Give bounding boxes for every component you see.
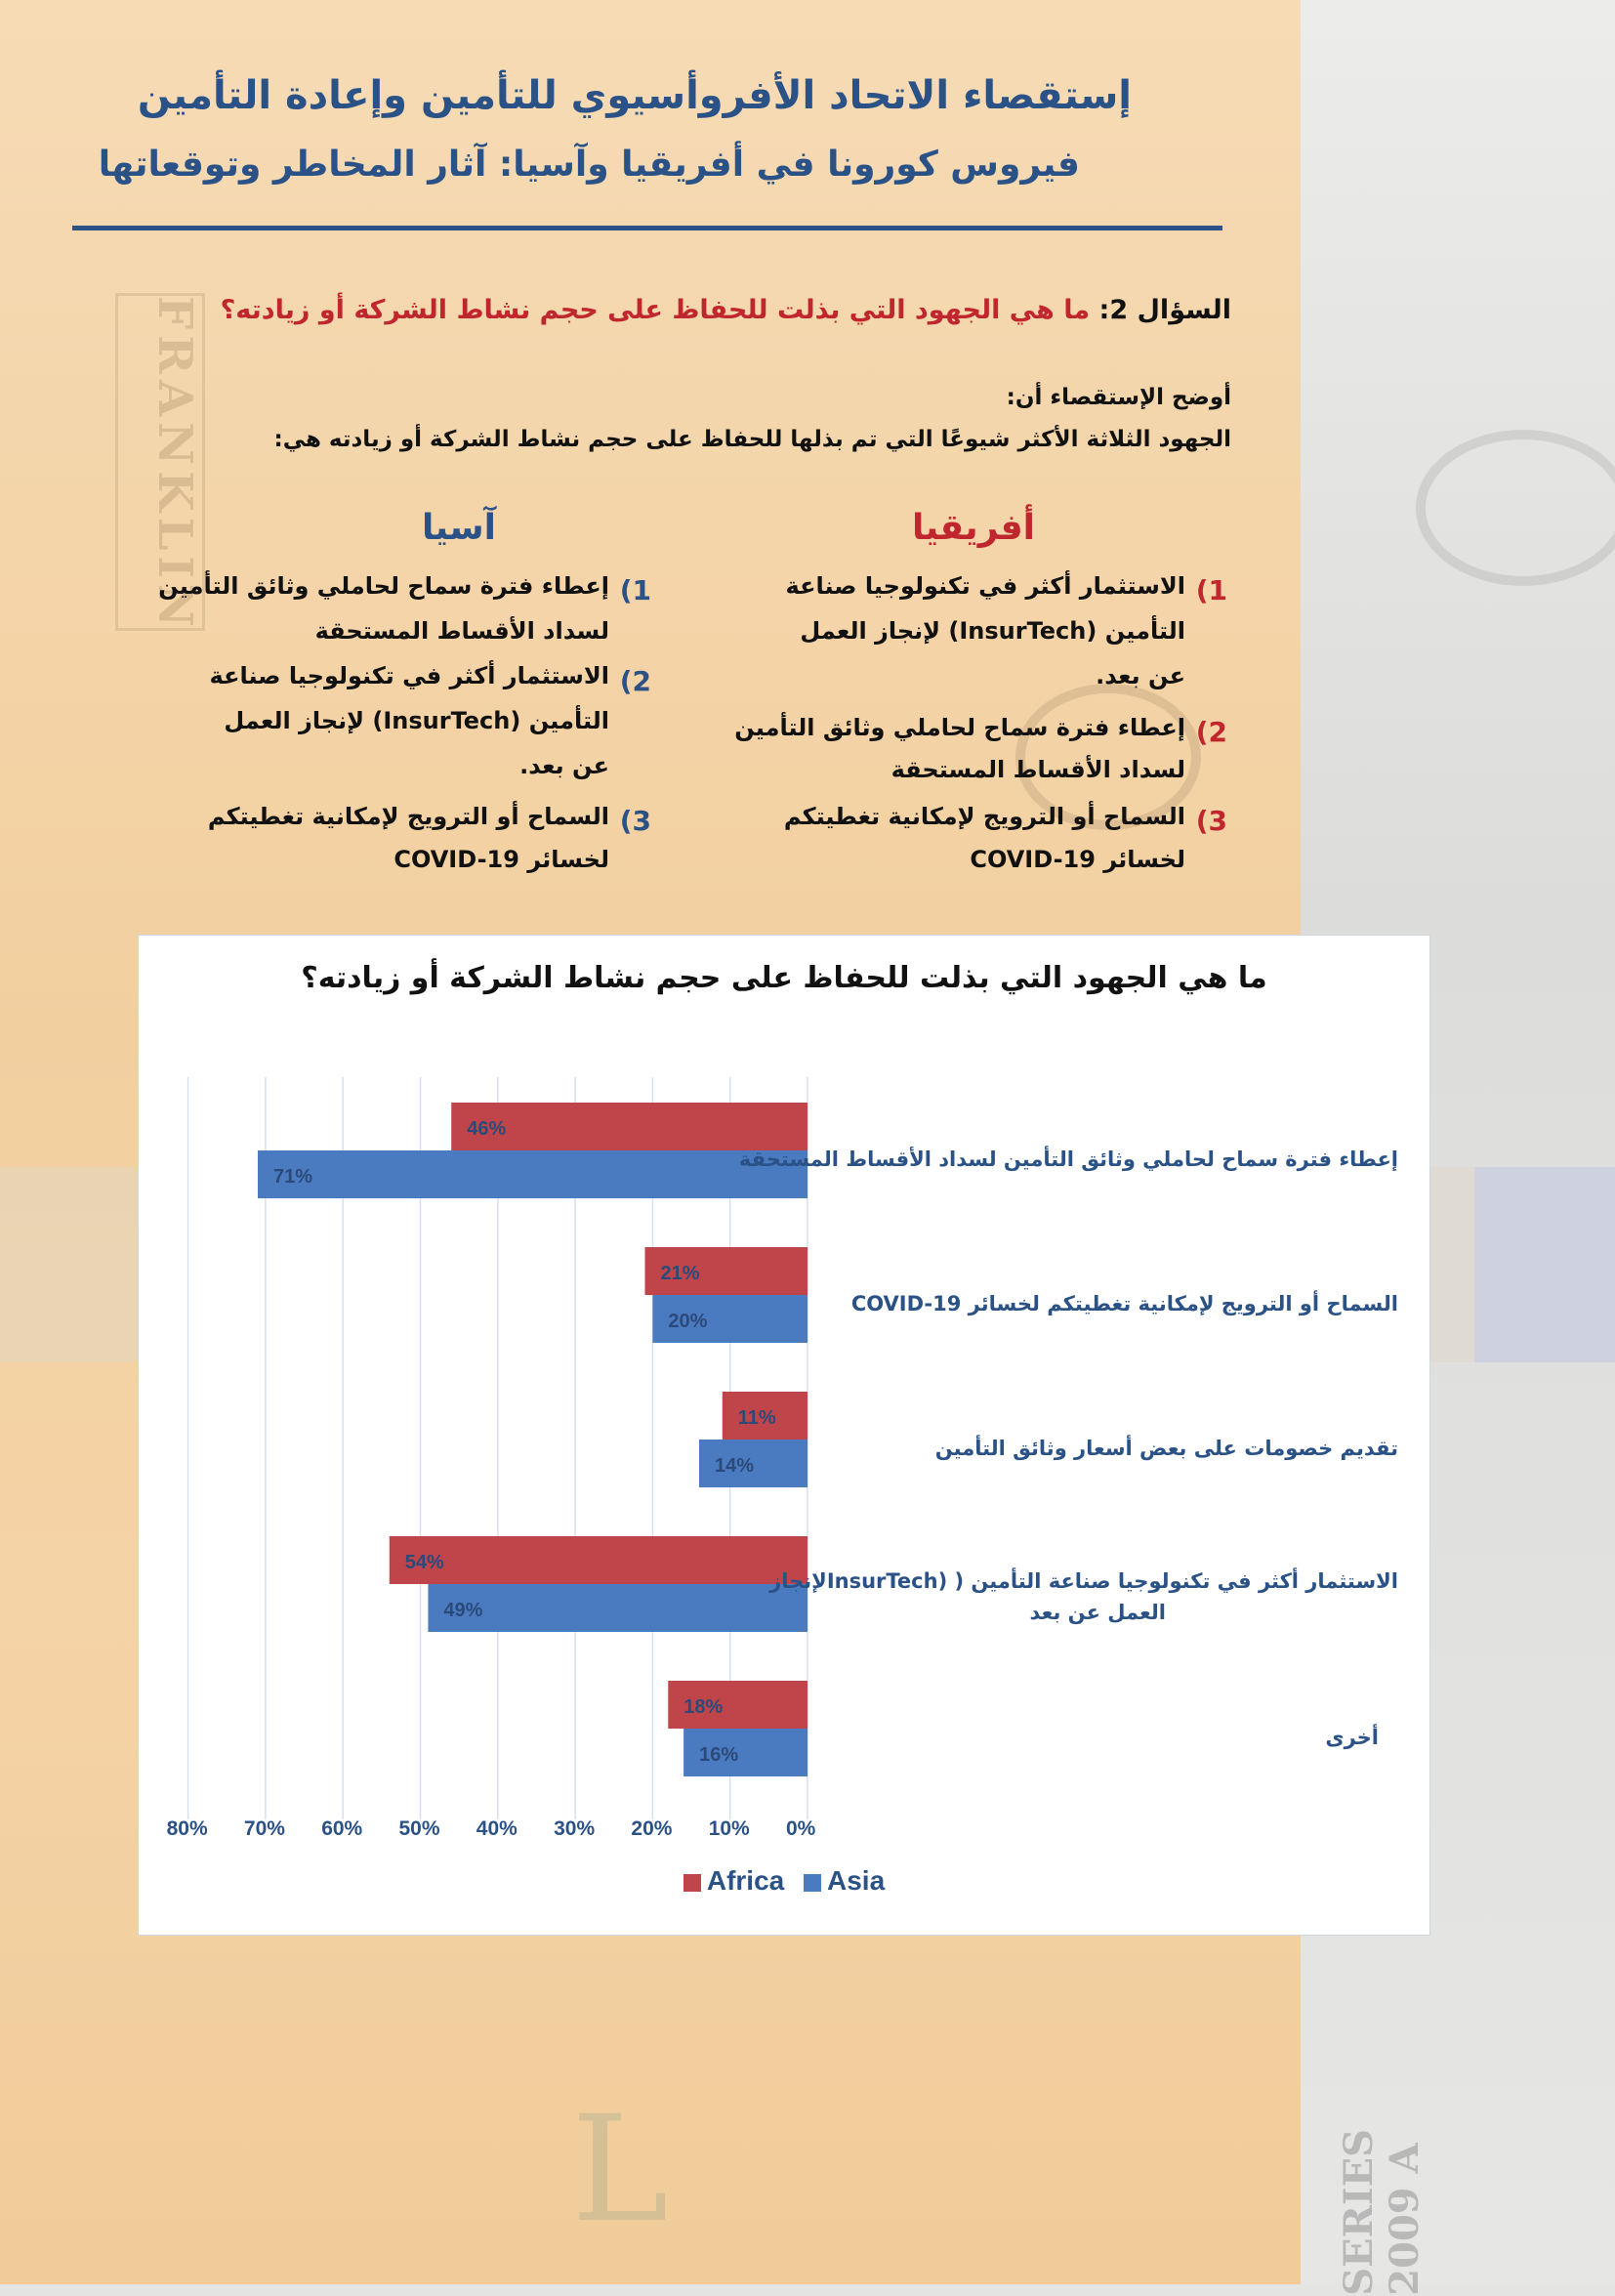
category-label xyxy=(769,1565,1398,1628)
category-label xyxy=(832,1722,1379,1753)
list-number: 1) xyxy=(1195,574,1227,606)
background-watermark-text: FRANKLIN xyxy=(115,293,205,631)
list-line: السماح أو الترويج لإمكانية تغطيتكم xyxy=(783,803,1185,830)
list-number: 2) xyxy=(619,665,651,697)
background-serial-text: SERIES 2009 A xyxy=(1336,2129,1428,2296)
list-line: التأمين (InsurTech) لإنجاز العمل xyxy=(800,617,1185,645)
question-text: ما هي الجهود التي بذلت للحفاظ على حجم نشاط الشركة أو زيادته؟ xyxy=(220,295,1091,325)
legend-entry-africa xyxy=(683,1865,784,1897)
list-line: عن بعد. xyxy=(1096,662,1185,689)
list-line: لخسائر COVID-19 xyxy=(970,846,1185,873)
list-number: 1) xyxy=(619,574,651,606)
x-tick-label: 10% xyxy=(708,1817,750,1840)
page-title: إستقصاء الاتحاد الأفروأسيوي للتأمين وإعادة التأمين xyxy=(137,73,1132,118)
bar-value-label: 71% xyxy=(272,1166,313,1188)
bar-value-label: 16% xyxy=(699,1744,739,1766)
category-label xyxy=(738,1144,1398,1175)
list-line: لسداد الأقساط المستحقة xyxy=(890,756,1185,783)
list-line: الاستثمار أكثر في تكنولوجيا صناعة xyxy=(209,662,609,689)
intro-line: الجهود الثلاثة الأكثر شيوعًا التي تم بذلها للحفاظ على حجم نشاط الشركة أو زيادته هي: xyxy=(273,427,1231,452)
list-line: إعطاء فترة سماح لحاملي وثائق التأمين xyxy=(734,714,1185,741)
legend-label: Africa xyxy=(706,1865,785,1896)
bar-asia xyxy=(258,1150,808,1198)
legend-entry-asia xyxy=(804,1865,885,1897)
asia-heading: آسيا xyxy=(422,508,496,548)
category-label-line: إعطاء فترة سماح لحاملي وثائق التأمين لسداد الأقساط المستحقة xyxy=(738,1148,1398,1171)
list-line: عن بعد. xyxy=(519,752,609,779)
list-number: 3) xyxy=(619,805,651,837)
x-tick-label: 30% xyxy=(554,1817,596,1840)
category-label-line: السماح أو الترويج لإمكانية تغطيتكم لخسائر COVID-19 xyxy=(850,1292,1398,1315)
background-blue-band xyxy=(1474,1167,1615,1362)
chart-panel xyxy=(138,935,1430,1936)
background-eye-shape xyxy=(1416,430,1615,586)
chart-title: ما هي الجهود التي بذلت للحفاظ على حجم نشاط الشركة أو زيادته؟ xyxy=(301,961,1267,995)
bar-asia xyxy=(428,1584,808,1632)
category-label xyxy=(832,1433,1398,1464)
list-line: لخسائر COVID-19 xyxy=(393,846,609,873)
bar-value-label: 18% xyxy=(683,1696,724,1718)
bar-value-label: 49% xyxy=(443,1600,483,1621)
category-label-line: الاستثمار أكثر في تكنولوجيا صناعة التأمين ( (InsurTechلإنجاز xyxy=(769,1569,1398,1593)
background-letter: L xyxy=(571,2085,669,2255)
bar-value-label: 21% xyxy=(660,1263,700,1284)
legend-label: Asia xyxy=(827,1865,886,1896)
question-label: السؤال 2: xyxy=(1098,295,1231,325)
bar-value-label: 54% xyxy=(404,1552,444,1573)
category-label-line: العمل عن بعد xyxy=(1029,1601,1166,1624)
bar-value-label: 11% xyxy=(737,1407,776,1429)
list-number: 2) xyxy=(1195,716,1227,748)
x-tick-label: 20% xyxy=(631,1817,673,1840)
x-tick-label: 0% xyxy=(786,1817,816,1840)
africa-heading: أفريقيا xyxy=(912,508,1035,548)
page-subtitle: فيروس كورونا في أفريقيا وآسيا: آثار المخاطر وتوقعاتها xyxy=(98,145,1080,185)
x-tick-label: 60% xyxy=(321,1817,363,1840)
bar-value-label: 20% xyxy=(668,1311,708,1332)
bar-value-label: 14% xyxy=(714,1455,755,1477)
list-line: السماح أو الترويج لإمكانية تغطيتكم xyxy=(207,803,609,830)
category-label-line: تقديم خصومات على بعض أسعار وثائق التأمين xyxy=(934,1437,1398,1460)
asia-list xyxy=(158,572,651,885)
x-tick-label: 80% xyxy=(166,1817,208,1840)
legend-swatch xyxy=(804,1874,821,1892)
legend-swatch xyxy=(683,1874,701,1892)
category-label-line: أخرى xyxy=(1325,1726,1379,1749)
list-line: التأمين (InsurTech) لإنجاز العمل xyxy=(224,707,609,734)
list-line: الاستثمار أكثر في تكنولوجيا صناعة xyxy=(785,572,1185,600)
intro-line: أوضح الإستقصاء أن: xyxy=(1006,385,1231,410)
chart-legend xyxy=(139,1865,1429,1897)
list-line: إعطاء فترة سماح لحاملي وثائق التأمين xyxy=(158,572,609,600)
list-line: لسداد الأقساط المستحقة xyxy=(314,617,609,645)
x-tick-label: 50% xyxy=(398,1817,440,1840)
x-tick-label: 70% xyxy=(243,1817,285,1840)
list-number: 3) xyxy=(1195,805,1227,837)
x-tick-label: 40% xyxy=(476,1817,518,1840)
question-heading xyxy=(221,295,1231,325)
title-divider xyxy=(72,226,1222,230)
intro-text xyxy=(274,377,1232,461)
category-label xyxy=(832,1288,1398,1319)
africa-list xyxy=(734,572,1227,885)
bar-value-label: 46% xyxy=(467,1118,507,1140)
bar-africa xyxy=(390,1536,808,1584)
